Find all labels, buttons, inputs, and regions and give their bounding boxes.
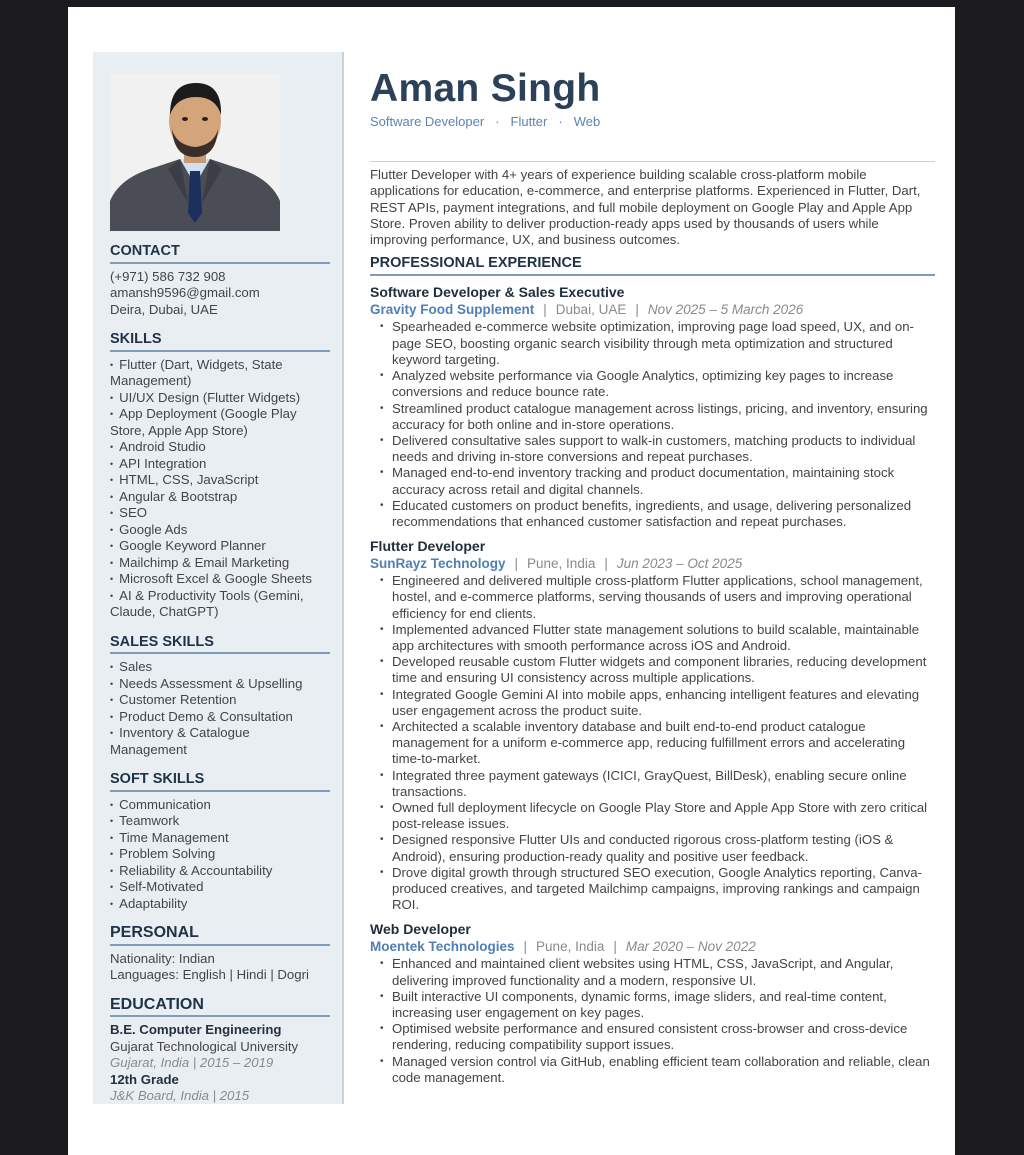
experience-heading: PROFESSIONAL EXPERIENCE <box>370 255 935 276</box>
job-bullets <box>370 573 936 913</box>
job-bullet: • Streamlined product catalogue management across listings, pricing, and inventory, ensuring accuracy for both online and in-store operations. <box>370 401 936 433</box>
job-dates: Nov 2025 – 5 March 2026 <box>647 302 804 318</box>
job-entry <box>370 284 936 530</box>
skill-item: • AI & Productivity Tools (Gemini, Claude, ChatGPT) <box>110 588 327 621</box>
sales-skills-list <box>110 659 327 758</box>
job-meta: Moentek Technologies | Pune, India | Mar 2020 – Nov 2022 <box>370 939 756 955</box>
job-company: Moentek Technologies <box>370 939 515 955</box>
sales-skill-item: • Inventory & Catalogue Management <box>110 725 327 758</box>
sales-skill-item: • Customer Retention <box>110 692 327 709</box>
skill-item: • Android Studio <box>110 439 327 456</box>
soft-skills-list <box>110 797 327 913</box>
soft-skill-item: • Adaptability <box>110 896 327 913</box>
job-bullets <box>370 319 936 530</box>
skill-item: • HTML, CSS, JavaScript <box>110 472 327 489</box>
contact-heading: CONTACT <box>110 243 330 264</box>
soft-skill-item: • Reliability & Accountability <box>110 863 327 880</box>
skill-item: • Angular & Bootstrap <box>110 489 327 506</box>
education-degree: B.E. Computer Engineering <box>110 1022 282 1037</box>
subtitle-role: Web <box>573 114 601 129</box>
soft-skill-item: • Teamwork <box>110 813 327 830</box>
skill-item: • Flutter (Dart, Widgets, State Management) <box>110 357 327 390</box>
skill-item: • SEO <box>110 505 327 522</box>
skills-heading: SKILLS <box>110 331 330 352</box>
personal-heading: PERSONAL <box>110 925 330 946</box>
subtitle-role: Flutter <box>510 114 548 129</box>
soft-skill-item: • Time Management <box>110 830 327 847</box>
contact-email[interactable]: amansh9596@gmail.com <box>110 285 260 300</box>
skill-item: • Google Ads <box>110 522 327 539</box>
job-bullet: • Developed reusable custom Flutter widgets and component libraries, reducing development time and ensuring UI consistency across multiple applications. <box>370 654 936 686</box>
job-location: Pune, India <box>527 556 596 572</box>
subtitle-separator: · <box>495 114 500 129</box>
sales-skill-item: • Sales <box>110 659 327 676</box>
job-bullet: • Drove digital growth through structured SEO execution, Google Analytics reporting, Canva-produced creatives, and targeted Mailchimp campaigns, improving rankings and campaign ROI. <box>370 865 936 914</box>
resume-page <box>68 7 955 1155</box>
candidate-name: Aman Singh <box>370 67 601 110</box>
job-dates: Jun 2023 – Oct 2025 <box>616 556 743 572</box>
job-location: Dubai, UAE <box>555 302 627 318</box>
job-bullets <box>370 956 936 1086</box>
sales-skill-item: • Product Demo & Consultation <box>110 709 327 726</box>
sales-skill-item: • Needs Assessment & Upselling <box>110 676 327 693</box>
job-entry <box>370 538 936 913</box>
job-bullet: • Spearheaded e-commerce website optimization, improving page load speed, UX, and on-page SEO, boosting organic search visibility through meta optimization and structured keyword targeting. <box>370 319 936 368</box>
job-bullet: • Integrated three payment gateways (ICICI, GrayQuest, BillDesk), enabling secure online transactions. <box>370 768 936 800</box>
job-company: Gravity Food Supplement <box>370 302 535 318</box>
contact-location: Deira, Dubai, UAE <box>110 301 218 317</box>
languages: Languages: English | Hindi | Dogri <box>110 967 309 982</box>
skill-item: • API Integration <box>110 456 327 473</box>
sales-skills-heading: SALES SKILLS <box>110 634 330 655</box>
profile-photo <box>110 73 280 231</box>
header-divider <box>370 161 935 162</box>
soft-skills-heading: SOFT SKILLS <box>110 771 330 792</box>
candidate-subtitle <box>370 113 936 130</box>
education-degree: 12th Grade <box>110 1071 179 1087</box>
education-meta: J&K Board, India | 2015 <box>110 1088 250 1103</box>
job-dates: Mar 2020 – Nov 2022 <box>625 939 756 955</box>
job-bullet: • Delivered consultative sales support to walk-in customers, matching products to individual needs and driving in-store conversions and repeat purchases. <box>370 433 936 465</box>
skill-item: • UI/UX Design (Flutter Widgets) <box>110 390 327 407</box>
job-bullet: • Enhanced and maintained client websites using HTML, CSS, JavaScript, and Angular, delivering improved functionality and a modern, responsive UI. <box>370 956 936 988</box>
skill-item: • Google Keyword Planner <box>110 538 327 555</box>
skill-item: • Microsoft Excel & Google Sheets <box>110 571 327 588</box>
job-title: Flutter Developer <box>370 538 486 555</box>
soft-skill-item: • Problem Solving <box>110 846 327 863</box>
job-bullet: • Integrated Google Gemini AI into mobile apps, enhancing intelligent features and elevating user engagement across the product suite. <box>370 687 936 719</box>
soft-skill-item: • Self-Motivated <box>110 879 327 896</box>
job-bullet: • Built interactive UI components, dynamic forms, image sliders, and real-time content, increasing user engagement on key pages. <box>370 989 936 1021</box>
contact-phone[interactable]: (+971) 586 732 908 <box>110 268 226 284</box>
job-entry <box>370 921 936 1086</box>
skill-item: • App Deployment (Google Play Store, Apple App Store) <box>110 406 327 439</box>
education-heading: EDUCATION <box>110 997 330 1018</box>
skill-item: • Mailchimp & Email Marketing <box>110 555 327 572</box>
sidebar <box>93 52 344 1104</box>
profile-summary: Flutter Developer with 4+ years of experience building scalable cross-platform mobile applications for education, e-commerce, and enterprise platforms. Experienced in Flutter, Dart, REST APIs, payment integrations, and full mobile deployment on Google Play and Apple App Store. Proven ability to deliver production-ready apps used by thousands of users while improving performance, UX, and business outcomes. <box>370 167 921 248</box>
nationality: Nationality: Indian <box>110 950 215 966</box>
job-bullet: • Owned full deployment lifecycle on Google Play Store and Apple App Store with zero critical post-release issues. <box>370 800 936 832</box>
job-bullet: • Implemented advanced Flutter state management solutions to build scalable, maintainable app architectures with smooth performance across iOS and Android. <box>370 622 936 654</box>
education-school: Gujarat Technological University <box>110 1038 299 1054</box>
job-bullet: • Educated customers on product benefits, ingredients, and usage, delivering personalized recommendations that enhanced customer satisfaction and repeat purchases. <box>370 498 936 530</box>
main-content <box>370 65 936 1086</box>
job-bullet: • Designed responsive Flutter UIs and conducted rigorous cross-platform testing (iOS & Android), ensuring production-ready quality and positive user feedback. <box>370 832 936 864</box>
job-location: Pune, India <box>536 939 605 955</box>
subtitle-separator: · <box>558 114 563 129</box>
job-bullet: • Optimised website performance and ensured consistent cross-browser and cross-device rendering, reducing compatibility support issues. <box>370 1021 936 1053</box>
job-company: SunRayz Technology <box>370 556 506 572</box>
job-bullet: • Architected a scalable inventory database and built end-to-end product catalogue management for a uniform e-commerce app, reducing fulfillment errors and accelerating time-to-market. <box>370 719 936 768</box>
job-meta: Gravity Food Supplement | Dubai, UAE | Nov 2025 – 5 March 2026 <box>370 302 804 318</box>
job-bullet: • Managed version control via GitHub, enabling efficient team collaboration and reliable, clean code management. <box>370 1054 936 1086</box>
job-bullet: • Engineered and delivered multiple cross-platform Flutter applications, school management, hostel, and e-commerce platforms, serving thousands of users and improving operational efficiency for end clients. <box>370 573 936 622</box>
education-meta: Gujarat, India | 2015 – 2019 <box>110 1055 274 1070</box>
job-title: Software Developer & Sales Executive <box>370 284 625 301</box>
job-bullet: • Managed end-to-end inventory tracking and product documentation, maintaining stock accuracy across retail and digital channels. <box>370 465 936 497</box>
soft-skill-item: • Communication <box>110 797 327 814</box>
subtitle-role: Software Developer <box>370 114 485 129</box>
job-meta: SunRayz Technology | Pune, India | Jun 2023 – Oct 2025 <box>370 556 743 572</box>
job-title: Web Developer <box>370 921 471 938</box>
skills-list <box>110 357 327 621</box>
job-bullet: • Analyzed website performance via Google Analytics, optimizing key pages to increase conversions and reduce bounce rate. <box>370 368 936 400</box>
